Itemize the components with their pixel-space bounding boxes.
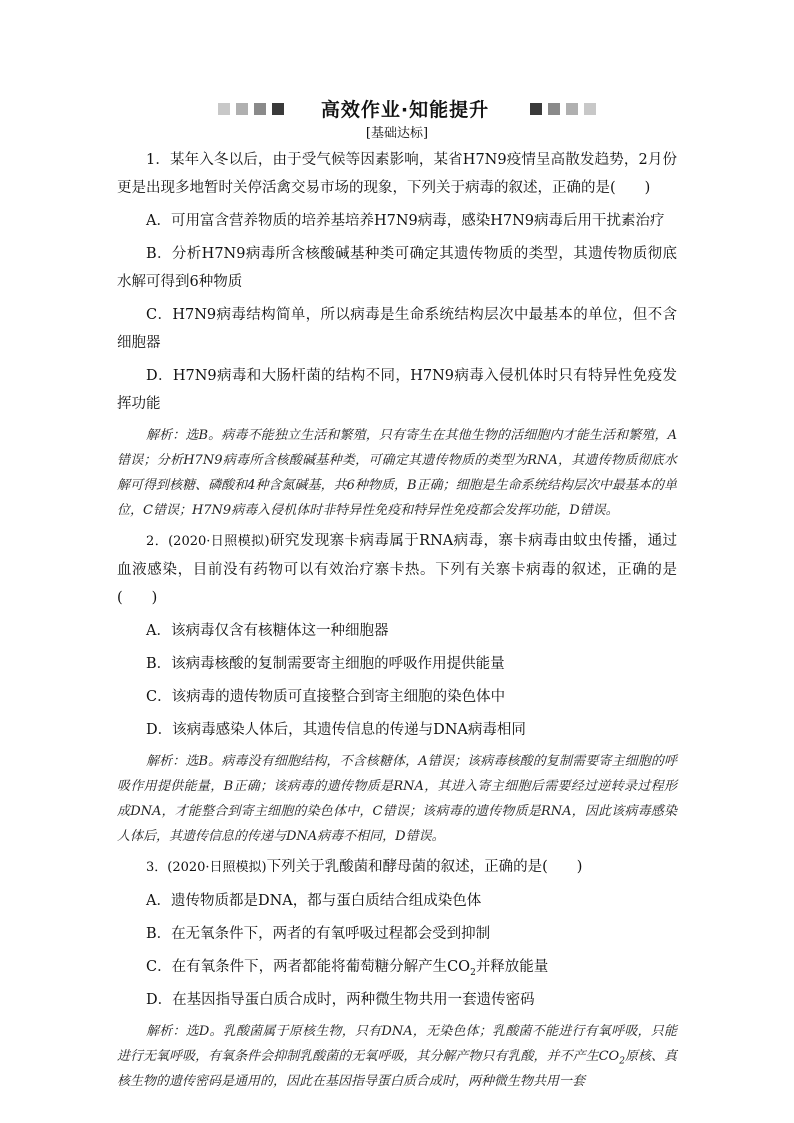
question-1-stem: 1．某年入冬以后，由于受气候等因素影响，某省H7N9疫情呈高散发趋势，2月份更是出现多地暂时关停活禽交易市场的现象，下列关于病毒的叙述，正确的是( ) [117,152,677,196]
question-3-stem-text: 下列关于乳酸菌和酵母菌的叙述，正确的是( ) [266,859,583,875]
question-3-option-c-tail: 并释放能量 [475,959,549,975]
decor-square-2 [236,103,248,115]
question-3-option-c [117,953,677,981]
decor-square-1 [218,103,230,115]
decor-square-6 [548,103,560,115]
question-3-option-d: D．在基因指导蛋白质合成时，两种微生物共用一套遗传密码 [146,992,535,1008]
decor-square-8 [584,103,596,115]
question-1-option-b: B．分析H7N9病毒所含核酸碱基种类可确定其遗传物质的类型，其遗传物质彻底水解可得到6种物质 [117,246,677,290]
decor-square-7 [566,103,578,115]
section-header [0,96,794,124]
question-1-option-a: A．可用富含营养物质的培养基培养H7N9病毒，感染H7N9病毒后用干扰素治疗 [146,213,665,229]
question-2-option-d: D．该病毒感染人体后，其遗传信息的传递与DNA病毒相同 [146,722,526,738]
question-1-analysis: 解析：选B。病毒不能独立生活和繁殖，只有寄生在其他生物的活细胞内才能生活和繁殖，A错误；分析H7N9病毒所含核酸碱基种类，可确定其遗传物质的类型为RNA，其遗传物质彻底水解可得到核糖、磷酸和4种含氮碱基，共6种物质，B正确；细胞是生命系统结构层次中最基本的单位，C错误；H7N9病毒入侵机体时非特异性免疫和特异性免疫都会发挥功能，D错误。 [117,428,677,518]
decor-square-3 [254,103,266,115]
question-3-stem [117,853,677,882]
question-3-option-b: B．在无氧条件下，两者的有氧呼吸过程都会受到抑制 [146,926,491,942]
question-3-analysis-tail: 原核、真核生物的遗传密码是通用的，因此在基因指导蛋白质合成时，两种微生物共用一套 [117,1049,677,1089]
question-2-stem-text: 研究发现寨卡病毒属于RNA病毒，寨卡病毒由蚊虫传播，通过血液感染，目前没有药物可以有效治疗寨卡热。下列有关寨卡病毒的叙述，正确的是( ) [117,533,677,606]
question-3-option-a: A．遗传物质都是DNA，都与蛋白质结合组成染色体 [146,893,482,909]
question-3-analysis [117,1019,677,1094]
decor-square-4 [272,103,284,115]
decor-square-5 [530,103,542,115]
question-2-prefix: 2．(2020·日照模拟) [146,534,270,549]
question-1-option-c: C．H7N9病毒结构简单，所以病毒是生命系统结构层次中最基本的单位，但不含细胞器 [117,307,677,351]
question-2-option-c: C．该病毒的遗传物质可直接整合到寄主细胞的染色体中 [146,689,506,705]
question-3-option-c-text: C．在有氧条件下，两者都能将葡萄糖分解产生CO [146,959,471,975]
page-title: 高效作业·知能提升 [320,99,490,121]
question-3-prefix: 3．(2020·日照模拟) [146,860,267,875]
question-2-analysis: 解析：选B。病毒没有细胞结构，不含核糖体，A错误；该病毒核酸的复制需要寄主细胞的呼吸作用提供能量，B正确；该病毒的遗传物质是RNA，其进入寄主细胞后需要经过逆转录过程形成DNA，才能整合到寄主细胞的染色体中，C错误；该病毒的遗传物质是RNA，因此该病毒感染人体后，其遗传信息的传递与DNA病毒不相同，D错误。 [117,754,677,844]
question-2-stem [117,527,677,612]
question-2-option-b: B．该病毒核酸的复制需要寄主细胞的呼吸作用提供能量 [146,656,505,672]
question-3-analysis-text: 解析：选D。乳酸菌属于原核生物，只有DNA，无染色体；乳酸菌不能进行有氧呼吸，只能进行无氧呼吸，有氧条件会抑制乳酸菌的无氧呼吸，其分解产物只有乳酸，并不产生CO [117,1024,677,1064]
co2-subscript: 2 [470,967,476,978]
analysis-co2-subscript: 2 [619,1056,625,1067]
question-1-option-d: D．H7N9病毒和大肠杆菌的结构不同，H7N9病毒入侵机体时只有特异性免疫发挥功能 [117,368,677,412]
question-2-option-a: A．该病毒仅含有核糖体这一种细胞器 [146,623,389,639]
section-subtitle: [基础达标] [365,126,429,141]
questions-body [117,146,677,1098]
